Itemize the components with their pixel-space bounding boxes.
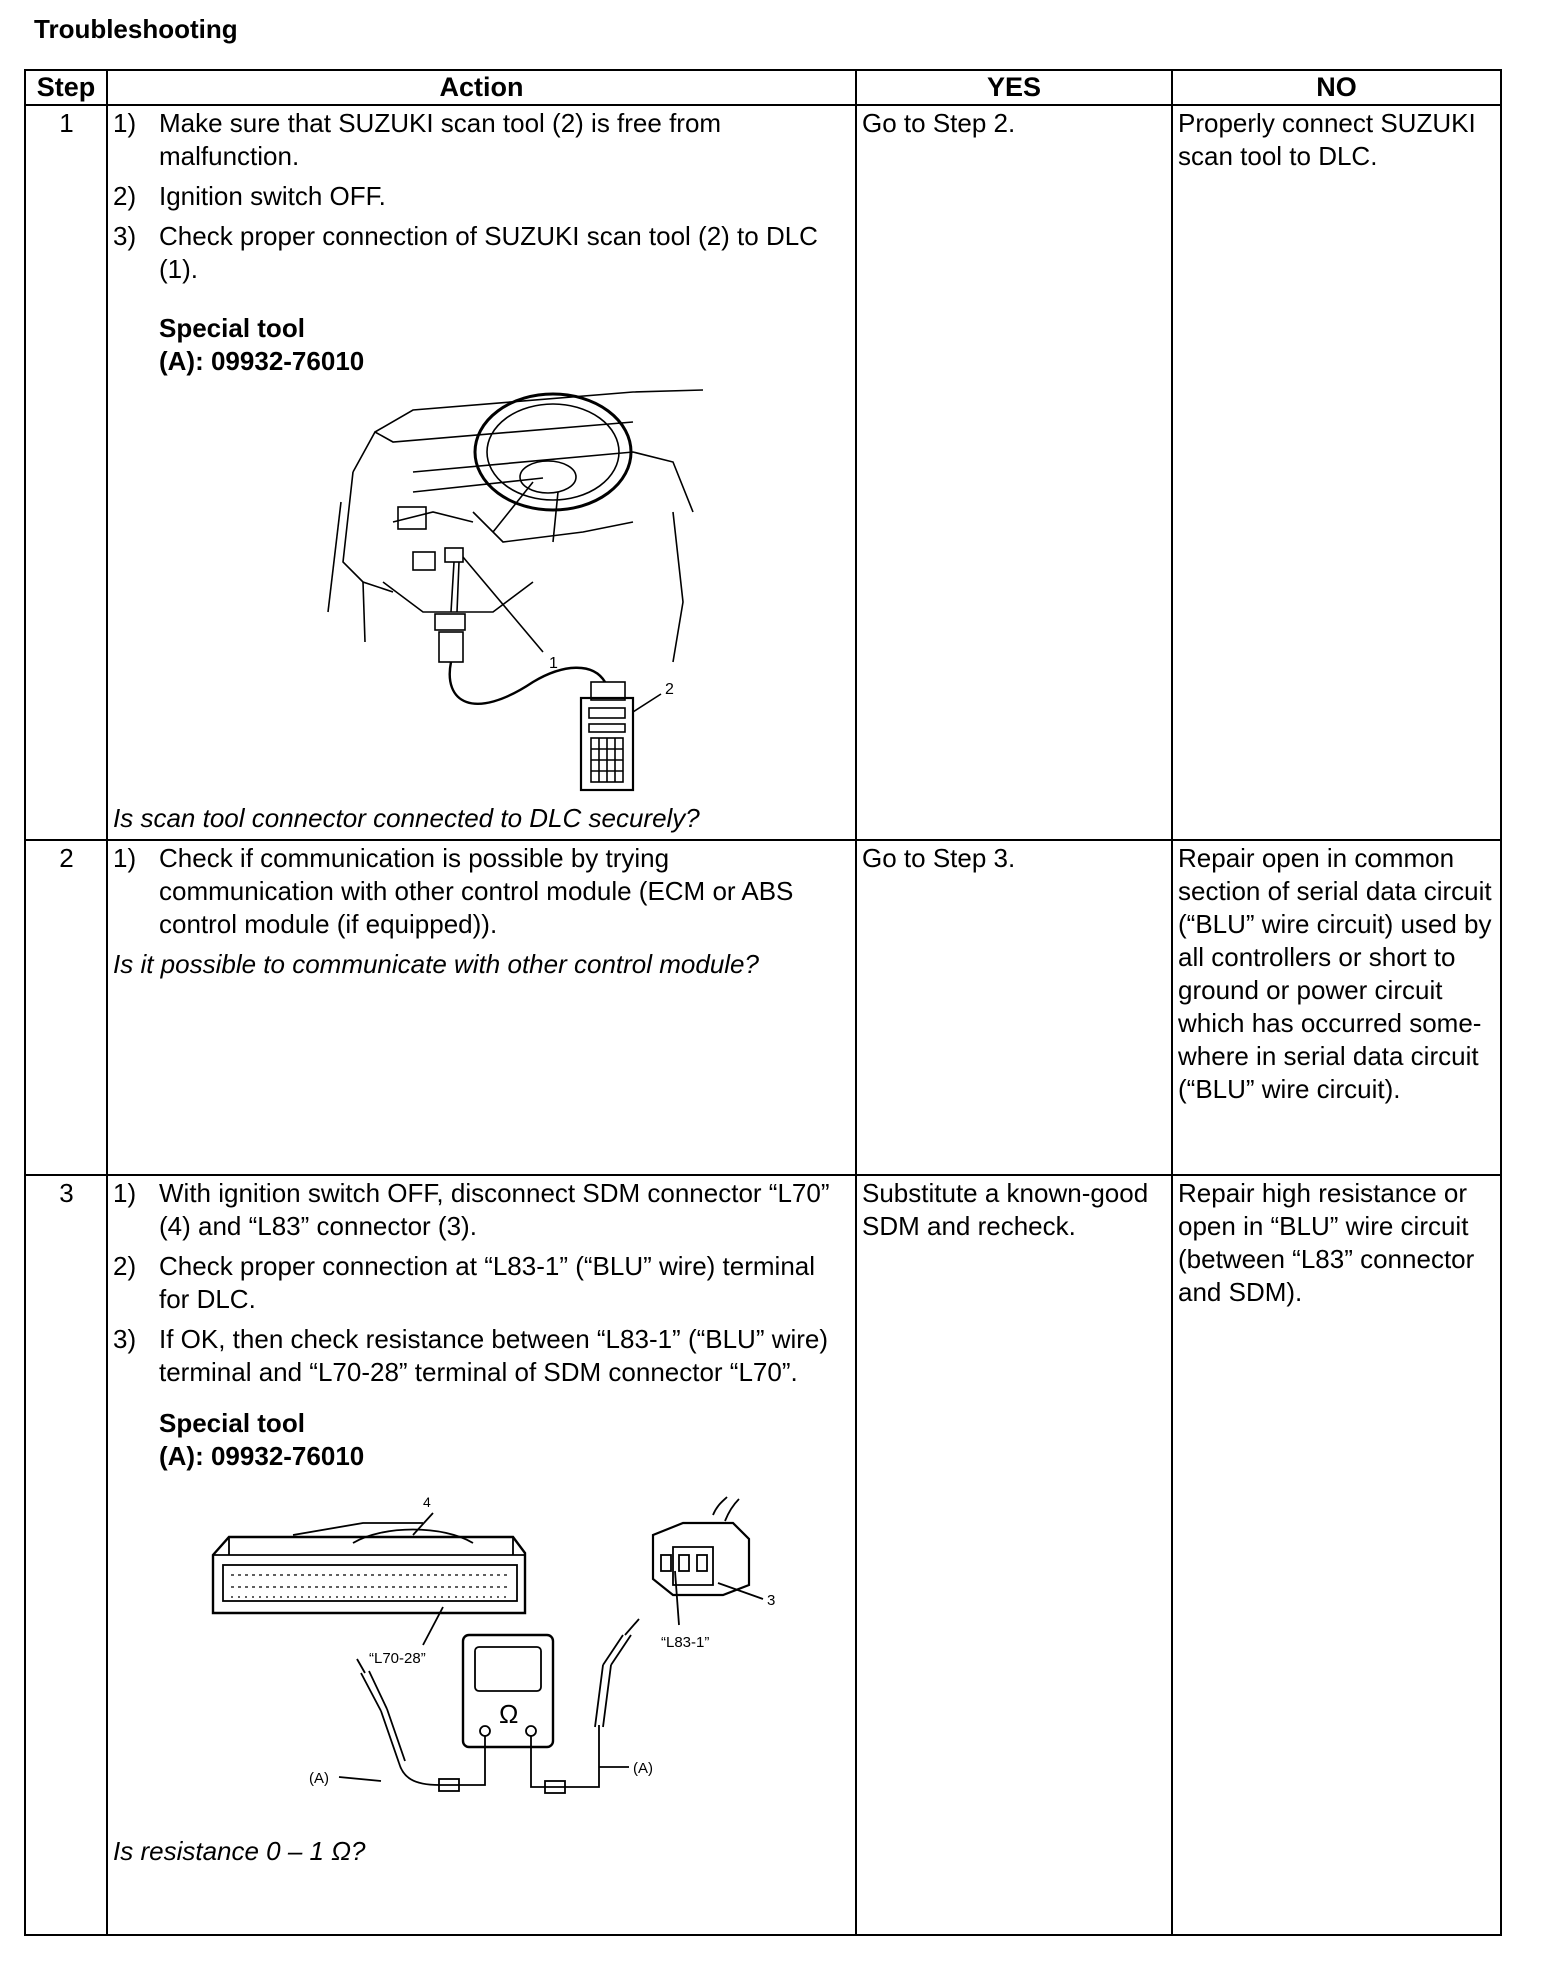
- item-number: 3): [113, 221, 137, 251]
- item-text: With ignition switch OFF, disconnect SDM connector “L70” (4) and “L83” connector (3).: [159, 1178, 830, 1241]
- list-item: [113, 842, 851, 941]
- figure-label-1: 1: [549, 655, 558, 672]
- figure-label-probe-a-right: (A): [633, 1760, 653, 1777]
- question: Is it possible to communicate with other control module?: [113, 949, 759, 979]
- item-text: Check if communication is possible by trying communication with other control module (ECM or ABS control module (if equipped)).: [159, 843, 794, 939]
- item-text: If OK, then check resistance between “L83-1” (“BLU” wire) terminal and “L70-28” terminal of SDM connector “L70”.: [159, 1324, 829, 1387]
- yes-cell: Substitute a known-good SDM and recheck.: [856, 1175, 1172, 1935]
- list-item: [113, 1177, 851, 1243]
- figure-label-2: 2: [665, 681, 674, 698]
- list-item: [113, 220, 851, 286]
- action-list: [113, 842, 851, 941]
- special-tool: [159, 1407, 851, 1473]
- question: Is scan tool connector connected to DLC securely?: [113, 803, 700, 833]
- action-list: [113, 107, 851, 286]
- no-cell: Properly connect SUZUKI scan tool to DLC.: [1172, 105, 1501, 840]
- item-number: 2): [113, 181, 137, 211]
- no-cell: Repair high resistance or open in “BLU” wire circuit (between “L83” connector and SDM).: [1172, 1175, 1501, 1935]
- item-text: Check proper connection of SUZUKI scan tool (2) to DLC (1).: [159, 221, 818, 284]
- troubleshooting-table: [24, 69, 1502, 1936]
- table-row: [25, 840, 1501, 1175]
- item-number: 1): [113, 108, 137, 138]
- item-number: 1): [113, 843, 137, 873]
- figure-label-3: 3: [767, 1592, 776, 1609]
- page-heading: Troubleshooting: [34, 14, 238, 44]
- figure-label-l83-1: “L83-1”: [661, 1634, 710, 1651]
- figure-label-l70-28: “L70-28”: [369, 1650, 426, 1667]
- step-number: 3: [25, 1175, 107, 1935]
- item-text: Check proper connection at “L83-1” (“BLU” wire) terminal for DLC.: [159, 1251, 816, 1314]
- action-cell: [107, 105, 856, 840]
- yes-cell: Go to Step 3.: [856, 840, 1172, 1175]
- list-item: [113, 180, 851, 213]
- special-tool-label: Special tool: [159, 1408, 305, 1438]
- action-list: [113, 1177, 851, 1389]
- step-number: 2: [25, 840, 107, 1175]
- table-row: [25, 105, 1501, 840]
- question: Is resistance 0 – 1 Ω?: [113, 1836, 366, 1866]
- dlc-scan-tool-illustration: [113, 382, 853, 802]
- table-row: [25, 1175, 1501, 1935]
- action-cell: [107, 840, 856, 1175]
- special-tool: [159, 312, 851, 378]
- special-tool-value: (A): 09932-76010: [159, 1441, 365, 1471]
- item-number: 1): [113, 1178, 137, 1208]
- resistance-check-illustration: [113, 1495, 853, 1835]
- figure-label-4: 4: [423, 1495, 431, 1510]
- item-text: Make sure that SUZUKI scan tool (2) is free from malfunction.: [159, 108, 722, 171]
- header-action: Action: [107, 70, 856, 105]
- list-item: [113, 1323, 851, 1389]
- list-item: [113, 107, 851, 173]
- ohm-symbol: Ω: [499, 1699, 519, 1729]
- item-number: 3): [113, 1324, 137, 1354]
- list-item: [113, 1250, 851, 1316]
- header-no: NO: [1172, 70, 1501, 105]
- special-tool-label: Special tool: [159, 313, 305, 343]
- yes-cell: Go to Step 2.: [856, 105, 1172, 840]
- special-tool-value: (A): 09932-76010: [159, 346, 365, 376]
- header-yes: YES: [856, 70, 1172, 105]
- no-cell: Repair open in common section of serial data circuit (“BLU” wire circuit) used by all controllers or short to ground or power circuit which has occurred some-where in serial data circuit (“BLU” wire circuit).: [1172, 840, 1501, 1175]
- item-number: 2): [113, 1251, 137, 1281]
- table-header-row: [25, 70, 1501, 105]
- header-step: Step: [25, 70, 107, 105]
- figure-label-probe-a-left: (A): [309, 1770, 329, 1787]
- action-cell: [107, 1175, 856, 1935]
- item-text: Ignition switch OFF.: [159, 181, 386, 211]
- step-number: 1: [25, 105, 107, 840]
